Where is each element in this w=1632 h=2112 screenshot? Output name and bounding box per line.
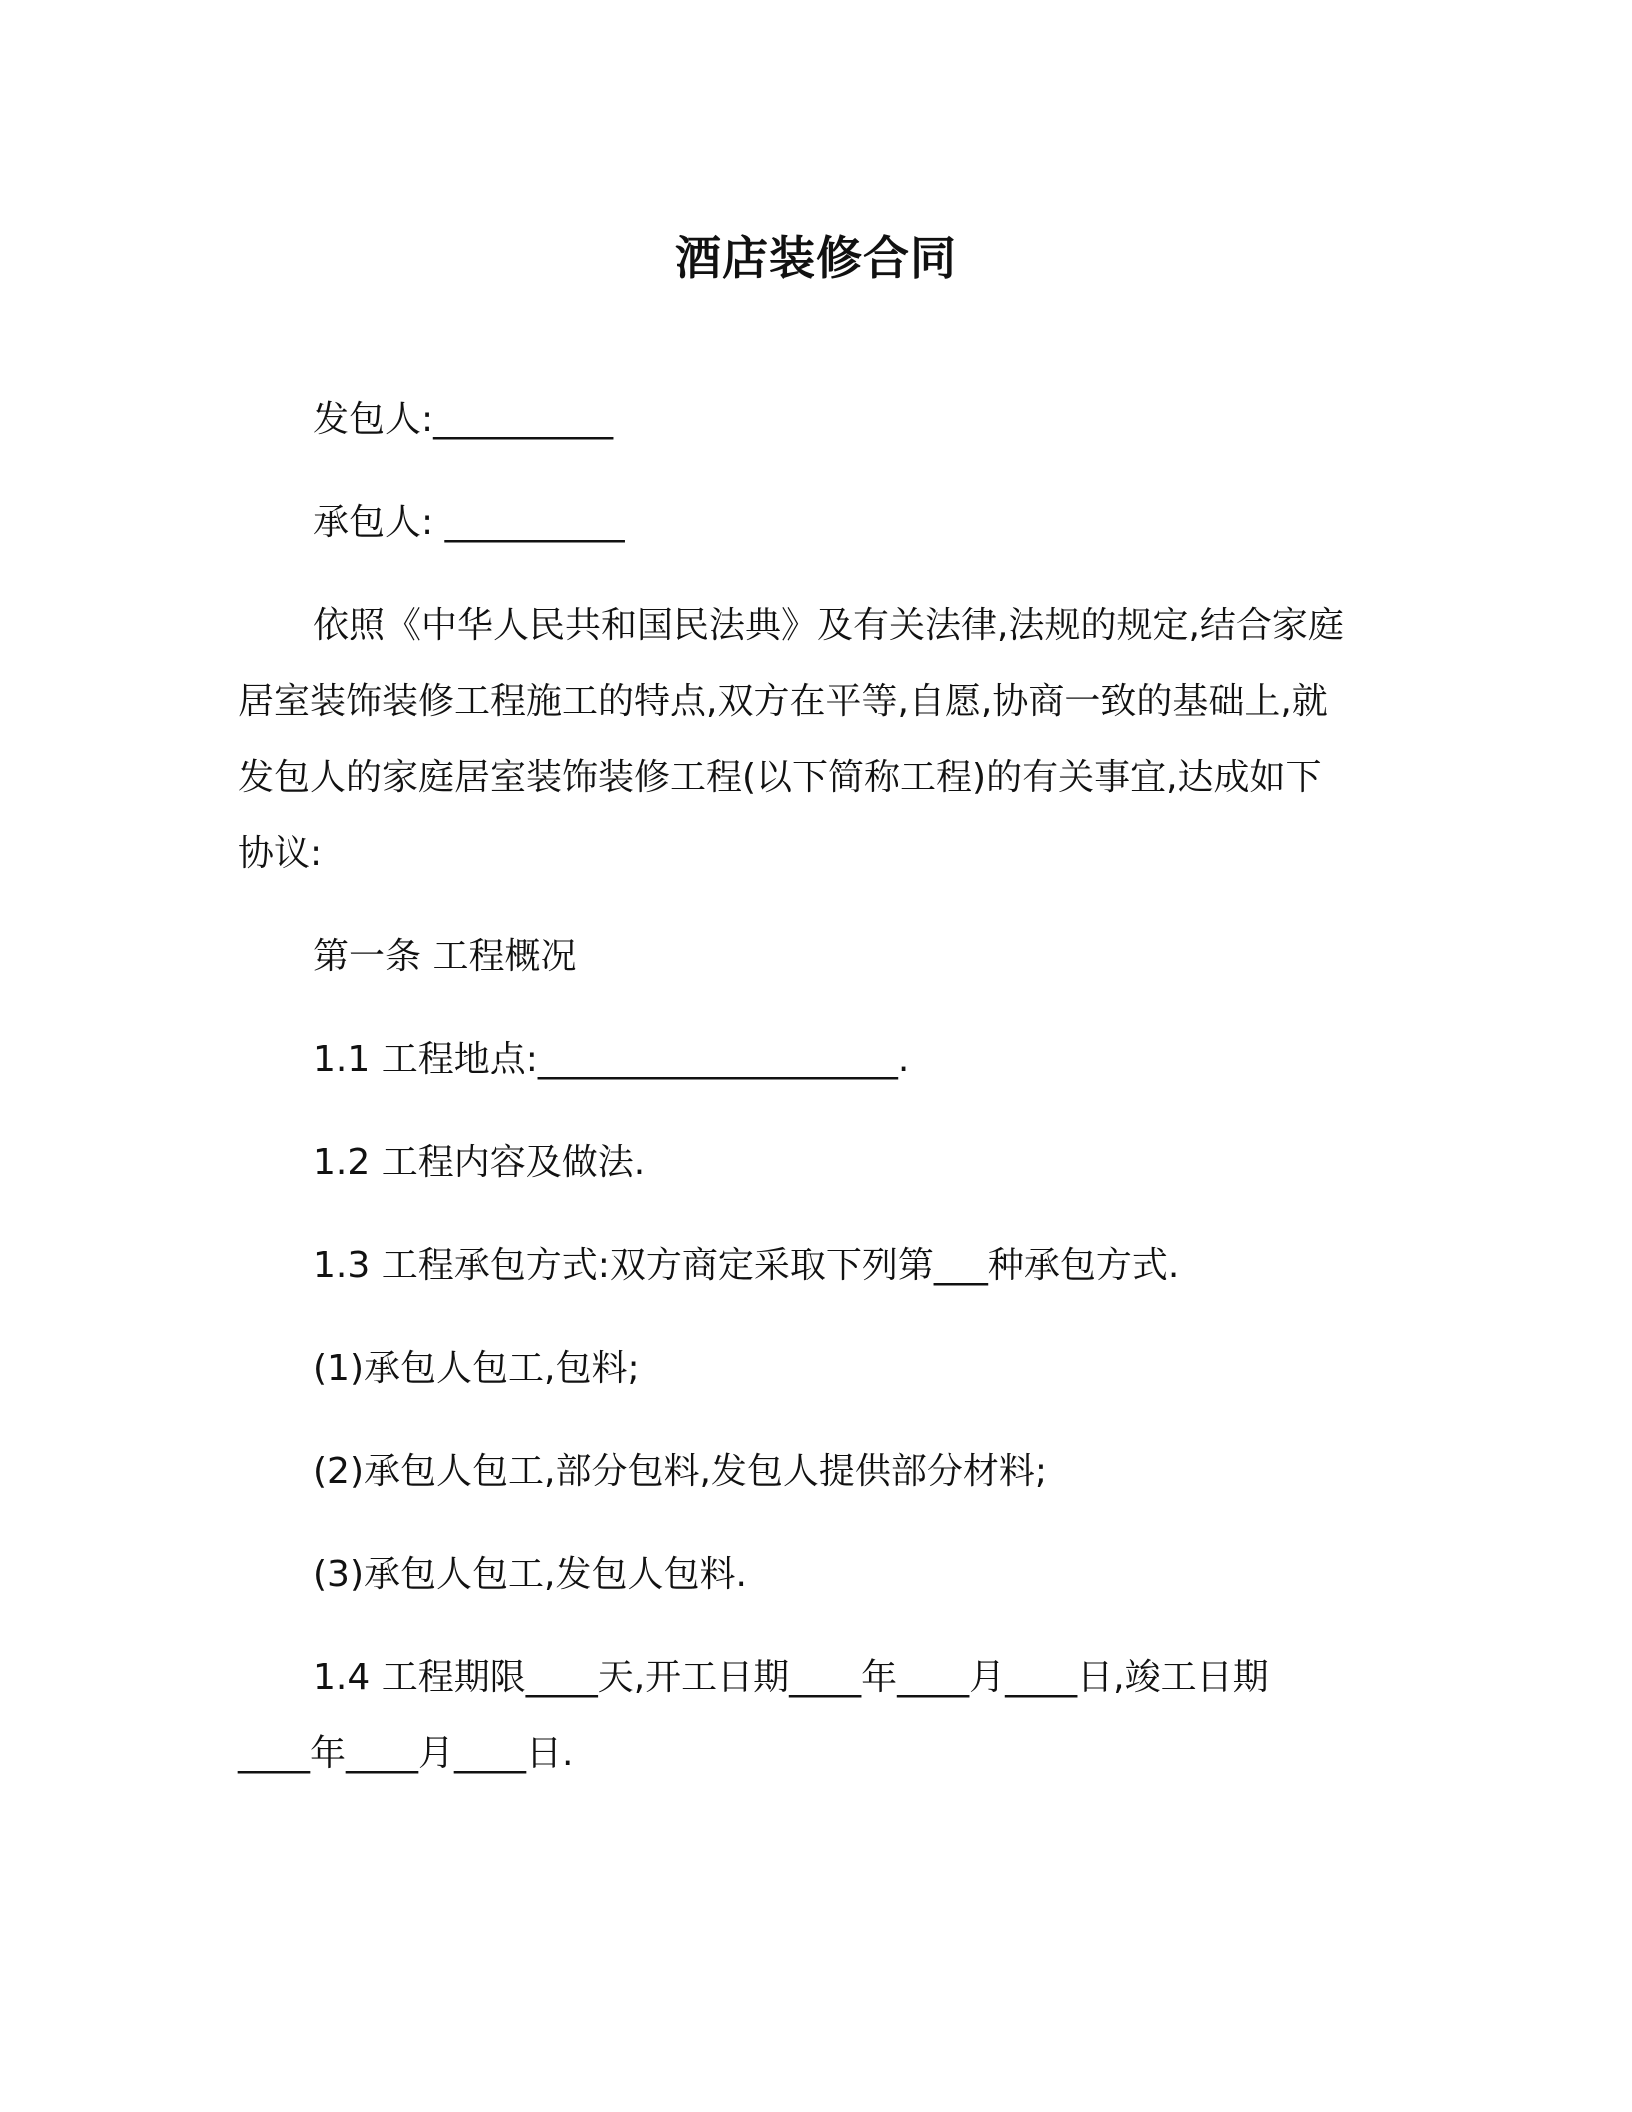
option-2: (2)承包人包工,部分包料,发包人提供部分材料;: [313, 1451, 1048, 1492]
employer-line: 发包人:__________: [313, 399, 614, 440]
article-heading: 第一条 工程概况: [313, 936, 577, 977]
document-title: 酒店装修合同: [675, 231, 957, 285]
clause-1-1: 1.1 工程地点:____________________.: [313, 1039, 910, 1080]
option-1: (1)承包人包工,包料;: [313, 1348, 640, 1389]
contractor-line: 承包人: __________: [313, 502, 625, 543]
preamble-line-3: 发包人的家庭居室装饰装修工程(以下简称工程)的有关事宜,达成如下: [238, 757, 1322, 798]
clause-1-3: 1.3 工程承包方式:双方商定采取下列第___种承包方式.: [313, 1245, 1180, 1286]
preamble-line-1: 依照《中华人民共和国民法典》及有关法律,法规的规定,结合家庭: [313, 605, 1344, 646]
preamble-line-4: 协议:: [238, 833, 323, 874]
clause-1-2: 1.2 工程内容及做法.: [313, 1142, 646, 1183]
preamble-line-2: 居室装饰装修工程施工的特点,双方在平等,自愿,协商一致的基础上,就: [238, 681, 1328, 722]
clause-1-4-line-1: 1.4 工程期限____天,开工日期____年____月____日,竣工日期: [313, 1657, 1269, 1698]
clause-1-4-line-2: ____年____月____日.: [238, 1733, 574, 1774]
option-3: (3)承包人包工,发包人包料.: [313, 1554, 747, 1595]
